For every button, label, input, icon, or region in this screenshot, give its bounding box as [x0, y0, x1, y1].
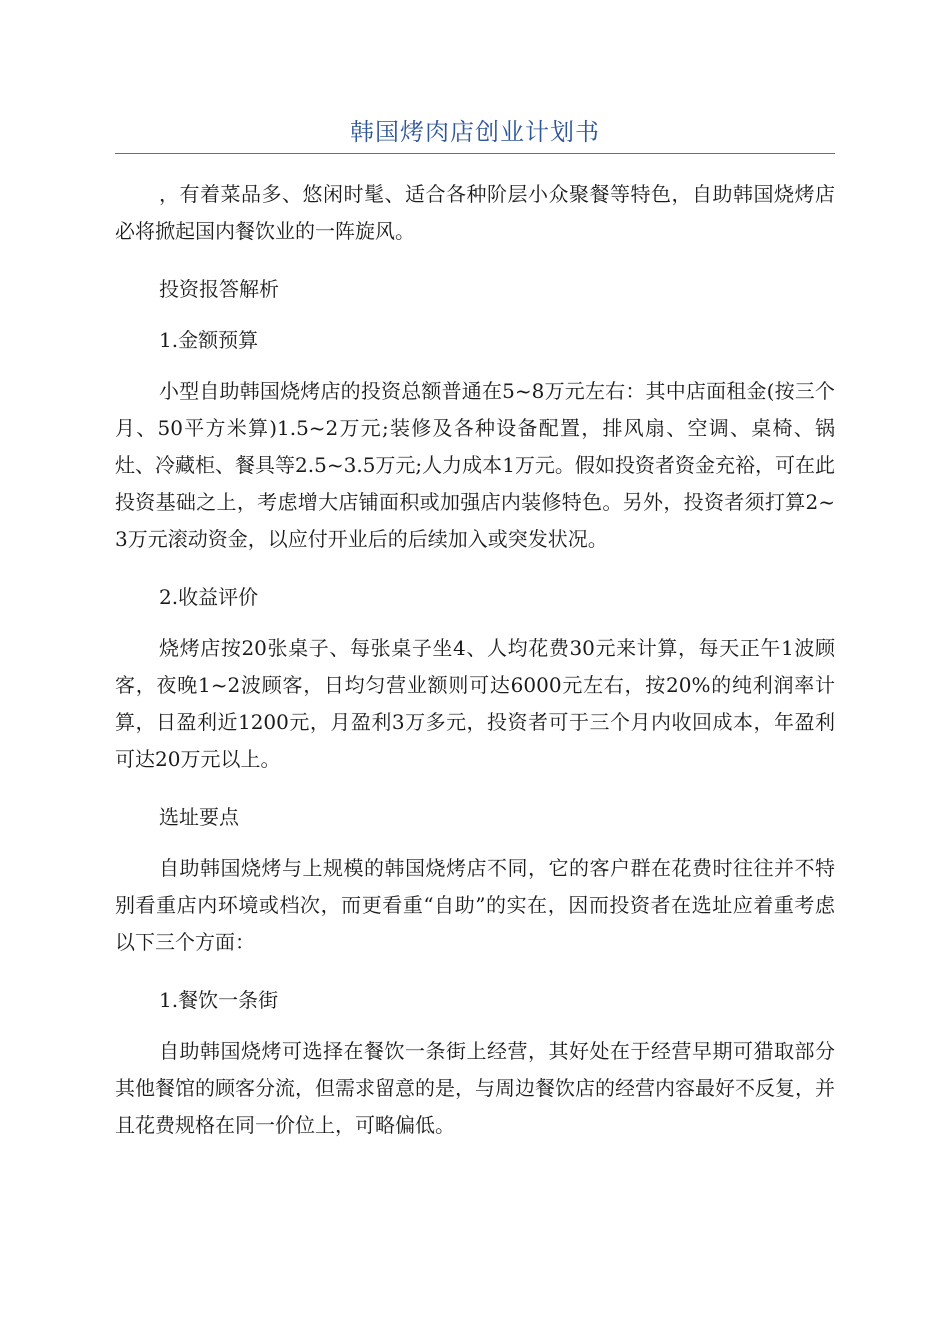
budget-paragraph: 小型自助韩国烧烤店的投资总额普通在5~8万元左右：其中店面租金(按三个月、50平方米算)1.5~2万元;装修及各种设备配置，排风扇、空调、桌椅、锅灶、冷藏柜、餐具等2.5~3.5万元;人力成本1万元。假如投资者资金充裕，可在此投资基础之上，考虑增大店铺面积或加强店内装修特色。另外，投资者须打算2~3万元滚动资金，以应付开业后的后续加入或突发状况。	[115, 379, 835, 551]
subheading-food-street: 1.餐饮一条街	[159, 988, 279, 1012]
intro-paragraph: ，有着菜品多、悠闲时髦、适合各种阶层小众聚餐等特色，自助韩国烧烤店必将掀起国内餐饮业的一阵旋风。	[115, 182, 835, 243]
section-heading-location: 选址要点	[159, 805, 239, 829]
document-body	[115, 176, 835, 1165]
revenue-paragraph: 烧烤店按20张桌子、每张桌子坐4、人均花费30元来计算，每天正午1波顾客，夜晚1~2波顾客，日均匀营业额则可达6000元左右，按20%的纯利润率计算，日盈利近1200元，月盈利3万多元，投资者可于三个月内收回成本，年盈利可达20万元以上。	[115, 636, 835, 771]
document-title: 韩国烤肉店创业计划书	[350, 118, 600, 146]
location-paragraph: 自助韩国烧烤与上规模的韩国烧烤店不同，它的客户群在花费时往往并不特别看重店内环境或档次，而更看重“自助”的实在，因而投资者在选址应着重考虑以下三个方面：	[115, 856, 835, 954]
subheading-budget: 1.金额预算	[159, 328, 259, 352]
food-street-paragraph: 自助韩国烧烤可选择在餐饮一条街上经营，其好处在于经营早期可猎取部分其他餐馆的顾客分流，但需求留意的是，与周边餐饮店的经营内容最好不反复，并且花费规格在同一价位上，可略偏低。	[115, 1039, 835, 1137]
section-heading-investment: 投资报答解析	[159, 277, 279, 301]
title-underline	[115, 153, 835, 154]
subheading-revenue: 2.收益评价	[159, 585, 259, 609]
